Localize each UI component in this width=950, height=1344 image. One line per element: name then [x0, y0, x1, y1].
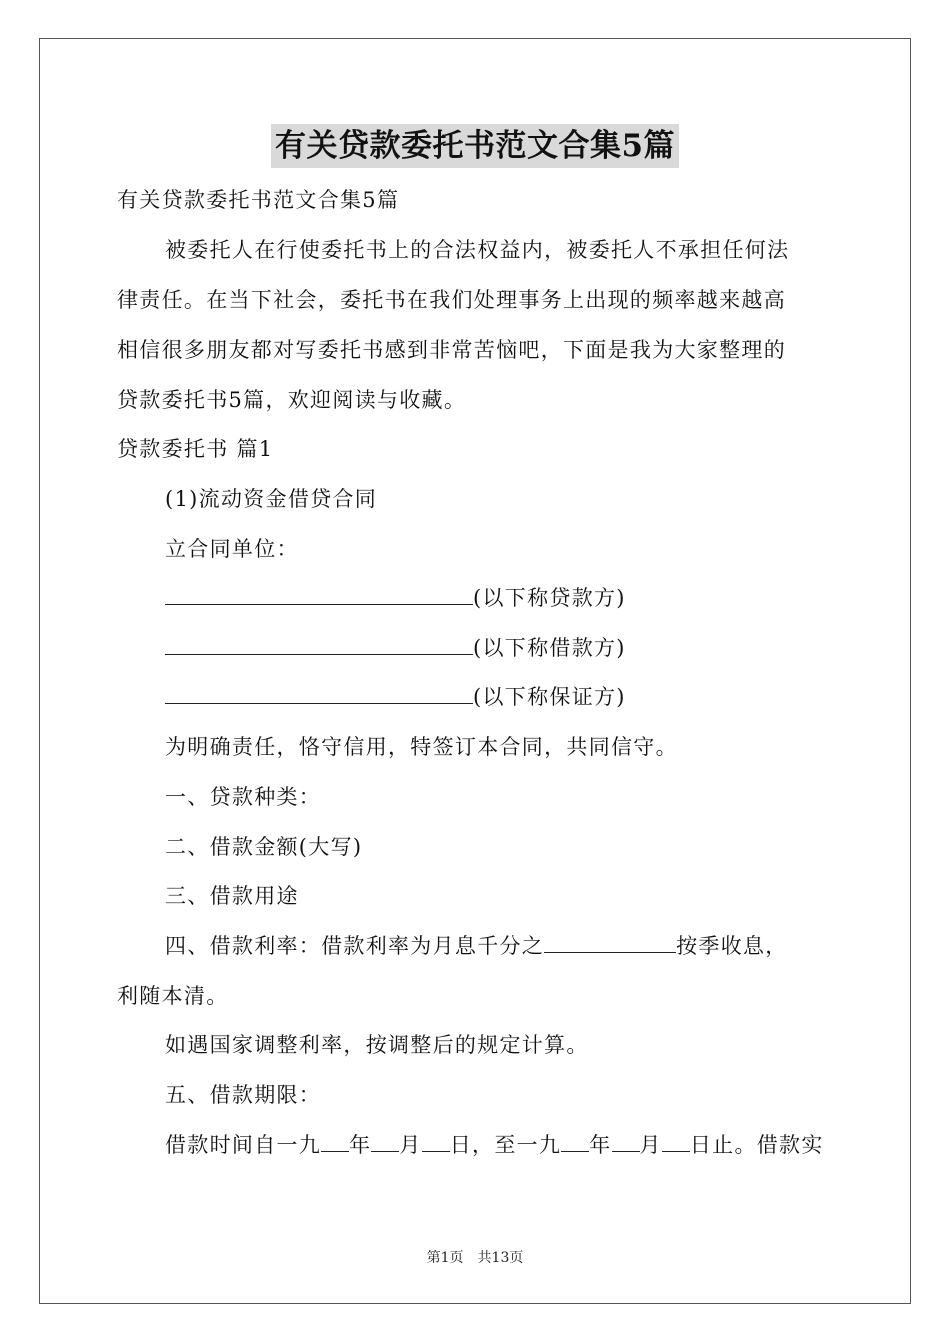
contract-title: (1)流动资金借贷合同 — [165, 487, 378, 511]
term-text-end: 日止。借款实 — [689, 1133, 824, 1157]
item-interest-rate — [165, 932, 788, 960]
blank-interest-rate[interactable] — [544, 932, 676, 953]
statement: 为明确责任，恪守信用，特签订本合同，共同信守。 — [165, 735, 678, 759]
party-guarantor-line — [165, 683, 626, 711]
item-loan-amount: 二、借款金额(大写) — [165, 835, 363, 859]
title-container — [0, 124, 950, 168]
intro-line-4: 贷款委托书5篇，欢迎阅读与收藏。 — [117, 388, 467, 412]
page-footer: 第1页 共13页 — [426, 1250, 524, 1266]
term-year-label: 年 — [349, 1133, 372, 1157]
term-month-label: 月 — [399, 1133, 422, 1157]
blank-start-day[interactable] — [422, 1131, 450, 1152]
term-text-start: 借款时间自一九 — [165, 1133, 322, 1157]
blank-lender[interactable] — [165, 584, 473, 605]
rate-adjust-note: 如遇国家调整利率，按调整后的规定计算。 — [165, 1033, 589, 1057]
party-borrower-label: (以下称借款方) — [473, 636, 626, 660]
item-loan-purpose: 三、借款用途 — [165, 884, 299, 908]
interest-collection-text: 按季收息， — [676, 934, 788, 958]
item-loan-term: 五、借款期限： — [165, 1083, 322, 1107]
term-line — [165, 1131, 824, 1159]
section-heading: 贷款委托书 篇1 — [117, 437, 274, 461]
term-day-to-label: 日，至一九 — [449, 1133, 562, 1157]
interest-continuation: 利随本清。 — [117, 984, 229, 1008]
blank-end-year[interactable] — [561, 1131, 589, 1152]
document-subtitle: 有关贷款委托书范文合集5篇 — [117, 188, 400, 212]
interest-rate-text: 四、借款利率：借款利率为月息千分之 — [165, 934, 545, 958]
party-lender-line — [165, 584, 626, 612]
party-borrower-line — [165, 634, 626, 662]
blank-borrower[interactable] — [165, 634, 473, 655]
party-lender-label: (以下称贷款方) — [473, 586, 626, 610]
party-guarantor-label: (以下称保证方) — [473, 685, 626, 709]
item-loan-type: 一、贷款种类： — [165, 785, 322, 809]
parties-label: 立合同单位： — [165, 537, 299, 561]
intro-line-2: 律责任。在当下社会，委托书在我们处理事务上出现的频率越来越高 — [117, 288, 786, 312]
blank-end-day[interactable] — [662, 1131, 690, 1152]
blank-start-month[interactable] — [371, 1131, 399, 1152]
intro-line-3: 相信很多朋友都对写委托书感到非常苦恼吧，下面是我为大家整理的 — [117, 338, 786, 362]
page-border — [39, 38, 911, 1304]
intro-line-1: 被委托人在行使委托书上的合法权益内，被委托人不承担任何法 — [165, 238, 790, 262]
term-end-month-label: 月 — [639, 1133, 662, 1157]
blank-start-year[interactable] — [321, 1131, 349, 1152]
document-title: 有关贷款委托书范文合集5篇 — [271, 124, 679, 168]
blank-end-month[interactable] — [612, 1131, 640, 1152]
blank-guarantor[interactable] — [165, 683, 473, 704]
term-end-year-label: 年 — [589, 1133, 612, 1157]
